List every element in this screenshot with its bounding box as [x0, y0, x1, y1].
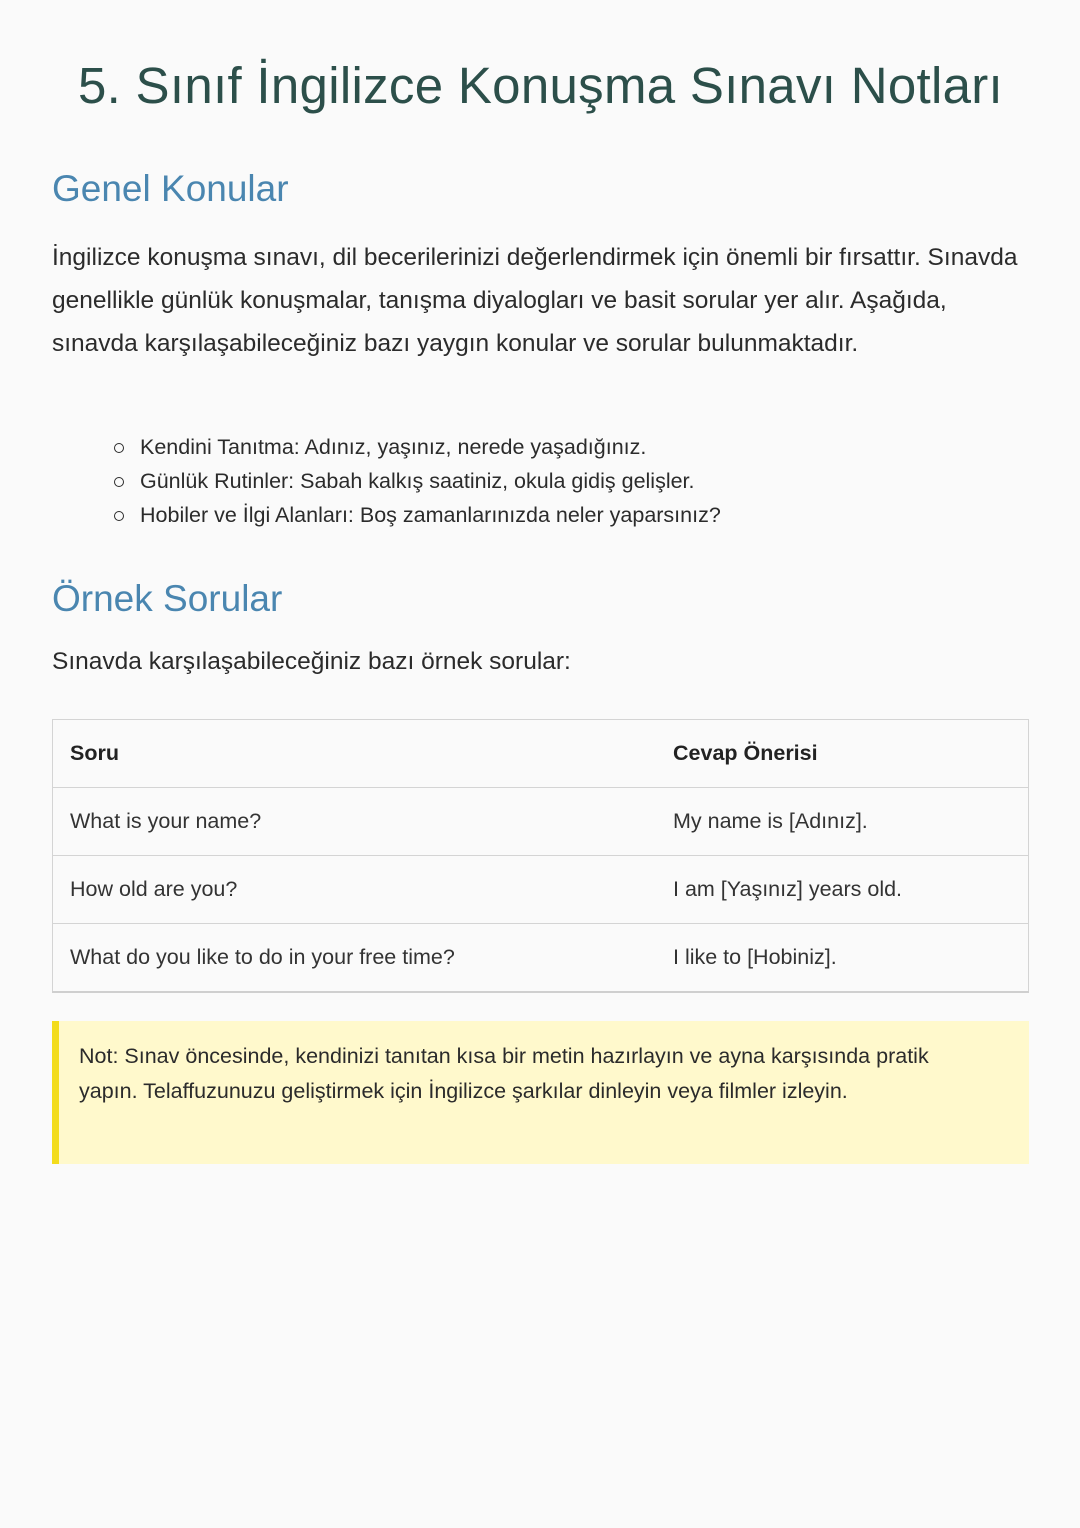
question-cell: What is your name?	[53, 788, 657, 856]
list-item	[112, 430, 721, 464]
column-header-soru: Soru	[53, 720, 657, 788]
answer-cell: My name is [Adınız].	[656, 788, 1029, 856]
topics-list	[112, 430, 721, 532]
circle-bullet-icon	[114, 443, 124, 453]
table-row	[53, 856, 1029, 924]
intro-paragraph: İngilizce konuşma sınavı, dil becerilerinizi değerlendirmek için önemli bir fırsattır. Sınavda genellikle günlük konuşmalar, tanışma diyalogları ve basit sorular yer alır. Aşağıda, sınavda karşılaşabileceğiniz bazı yaygın konular ve sorular bulunmaktadır.	[52, 244, 1018, 357]
section-heading-genel-konular: Genel Konular	[52, 168, 289, 209]
note-callout: Not: Sınav öncesinde, kendinizi tanıtan kısa bir metin hazırlayın ve ayna karşısında pratik yapın. Telaffuzunuzu geliştirmek için İngilizce şarkılar dinleyin veya filmler izleyin.	[52, 1021, 1029, 1164]
questions-lead-text: Sınavda karşılaşabileceğiniz bazı örnek sorular:	[52, 648, 571, 675]
sample-questions-table	[52, 719, 1029, 993]
list-item	[112, 464, 721, 498]
table-row	[53, 924, 1029, 993]
answer-cell: I am [Yaşınız] years old.	[656, 856, 1029, 924]
table-header-row	[53, 720, 1029, 788]
table-row	[53, 788, 1029, 856]
list-item-text: Hobiler ve İlgi Alanları: Boş zamanlarınızda neler yaparsınız?	[140, 503, 721, 527]
section-heading-ornek-sorular: Örnek Sorular	[52, 578, 283, 619]
circle-bullet-icon	[114, 511, 124, 521]
column-header-cevap-onerisi: Cevap Önerisi	[656, 720, 1029, 788]
circle-bullet-icon	[114, 477, 124, 487]
list-item-text: Kendini Tanıtma: Adınız, yaşınız, nerede yaşadığınız.	[140, 435, 647, 459]
list-item	[112, 498, 721, 532]
answer-cell: I like to [Hobiniz].	[656, 924, 1029, 993]
question-cell: What do you like to do in your free time?	[53, 924, 657, 993]
page-title: 5. Sınıf İngilizce Konuşma Sınavı Notları	[77, 57, 1004, 114]
question-cell: How old are you?	[53, 856, 657, 924]
list-item-text: Günlük Rutinler: Sabah kalkış saatiniz, okula gidiş gelişler.	[140, 469, 695, 493]
